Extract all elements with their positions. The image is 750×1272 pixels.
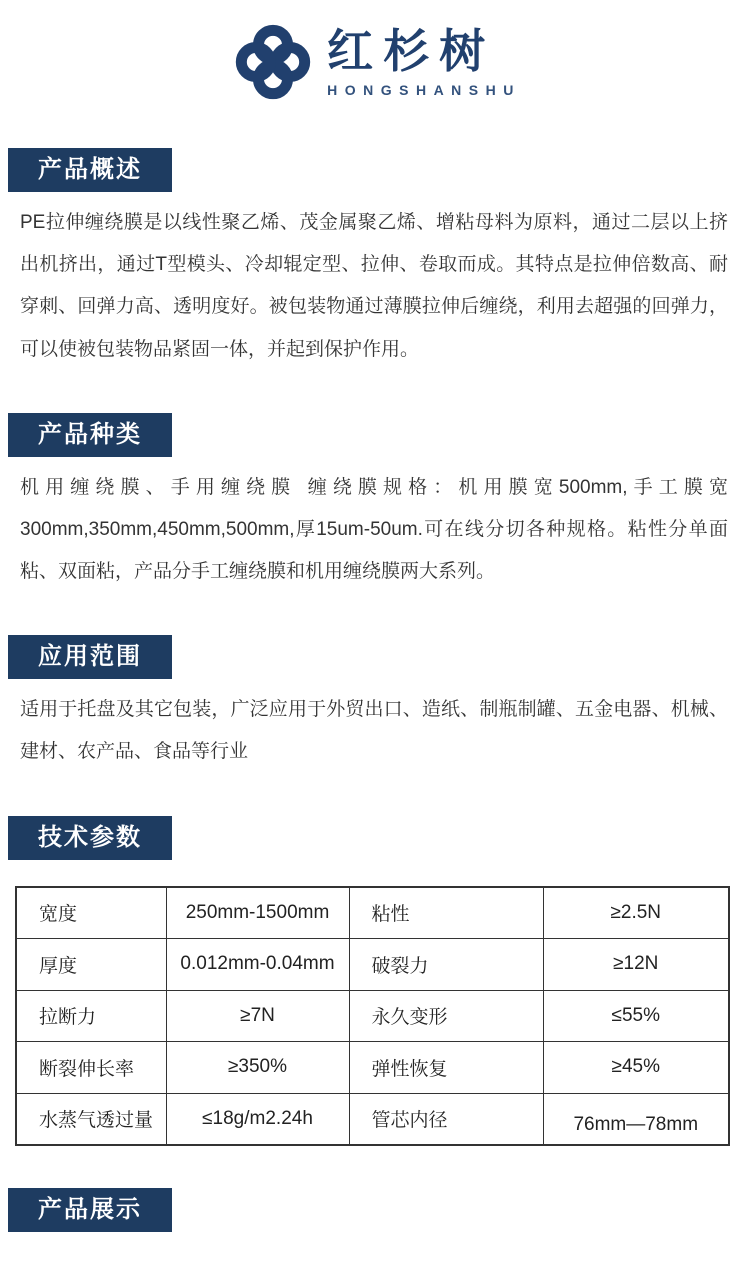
- spec-value: 250mm-1500mm: [166, 887, 349, 939]
- spec-value: 0.012mm-0.04mm: [166, 939, 349, 991]
- table-row: [16, 1093, 729, 1145]
- brand-text: [327, 26, 521, 98]
- brand-subtitle: HONGSHANSHU: [327, 81, 521, 98]
- section-types-body: 机用缠绕膜、手用缠绕膜 缠绕膜规格：机用膜宽500mm,手工膜宽300mm,350mm,450mm,500mm,厚15um-50um.可在线分切各种规格。粘性分单面粘、双面粘，产品分手工缠绕膜和机用缠绕膜两大系列。: [20, 476, 728, 583]
- spec-table: [15, 886, 730, 1147]
- spec-value: ≤18g/m2.24h: [166, 1093, 349, 1145]
- table-row: [16, 1042, 729, 1094]
- section-specs-title: 技术参数: [8, 816, 172, 860]
- section-gallery-title: 产品展示: [8, 1188, 172, 1232]
- spec-label: 拉断力: [16, 990, 166, 1042]
- spec-value: 76mm—78mm: [543, 1093, 729, 1145]
- spec-label: 宽度: [16, 887, 166, 939]
- section-overview-body: PE拉伸缠绕膜是以线性聚乙烯、茂金属聚乙烯、增粘母料为原料，通过二层以上挤出机挤出，通过T型模头、冷却辊定型、拉伸、卷取而成。其特点是拉伸倍数高、耐穿刺、回弹力高、透明度好。被包装物通过薄膜拉伸后缠绕，利用去超强的回弹力，可以使被包装物品紧固一体，并起到保护作用。: [20, 212, 728, 360]
- section-specs: [0, 816, 750, 1147]
- four-ring-knot-icon: [229, 18, 317, 106]
- table-row: [16, 939, 729, 991]
- section-applications-body: 适用于托盘及其它包装，广泛应用于外贸出口、造纸、制瓶制罐、五金电器、机械、建材、农产品、食品等行业: [20, 699, 728, 763]
- brand-name: 红杉树: [327, 25, 496, 78]
- spec-label: 管芯内径: [349, 1093, 543, 1145]
- spec-value: ≥7N: [166, 990, 349, 1042]
- section-types: [0, 413, 750, 594]
- spec-label: 永久变形: [349, 990, 543, 1042]
- spec-label: 厚度: [16, 939, 166, 991]
- section-applications-title: 应用范围: [8, 635, 172, 679]
- spec-label: 断裂伸长率: [16, 1042, 166, 1094]
- spec-label: 水蒸气透过量: [16, 1093, 166, 1145]
- bottom-whitespace: [0, 1232, 750, 1272]
- section-applications: [0, 635, 750, 773]
- spec-value: ≥2.5N: [543, 887, 729, 939]
- spec-label: 粘性: [349, 887, 543, 939]
- brand-logo: [0, 0, 750, 106]
- spec-label: 破裂力: [349, 939, 543, 991]
- spec-value: ≥45%: [543, 1042, 729, 1094]
- spec-value: ≥350%: [166, 1042, 349, 1094]
- table-row: [16, 887, 729, 939]
- section-overview: [0, 148, 750, 371]
- section-overview-title: 产品概述: [8, 148, 172, 192]
- spec-value: ≥12N: [543, 939, 729, 991]
- spec-value: ≤55%: [543, 990, 729, 1042]
- section-gallery: [0, 1188, 750, 1232]
- spec-label: 弹性恢复: [349, 1042, 543, 1094]
- section-types-title: 产品种类: [8, 413, 172, 457]
- table-row: [16, 990, 729, 1042]
